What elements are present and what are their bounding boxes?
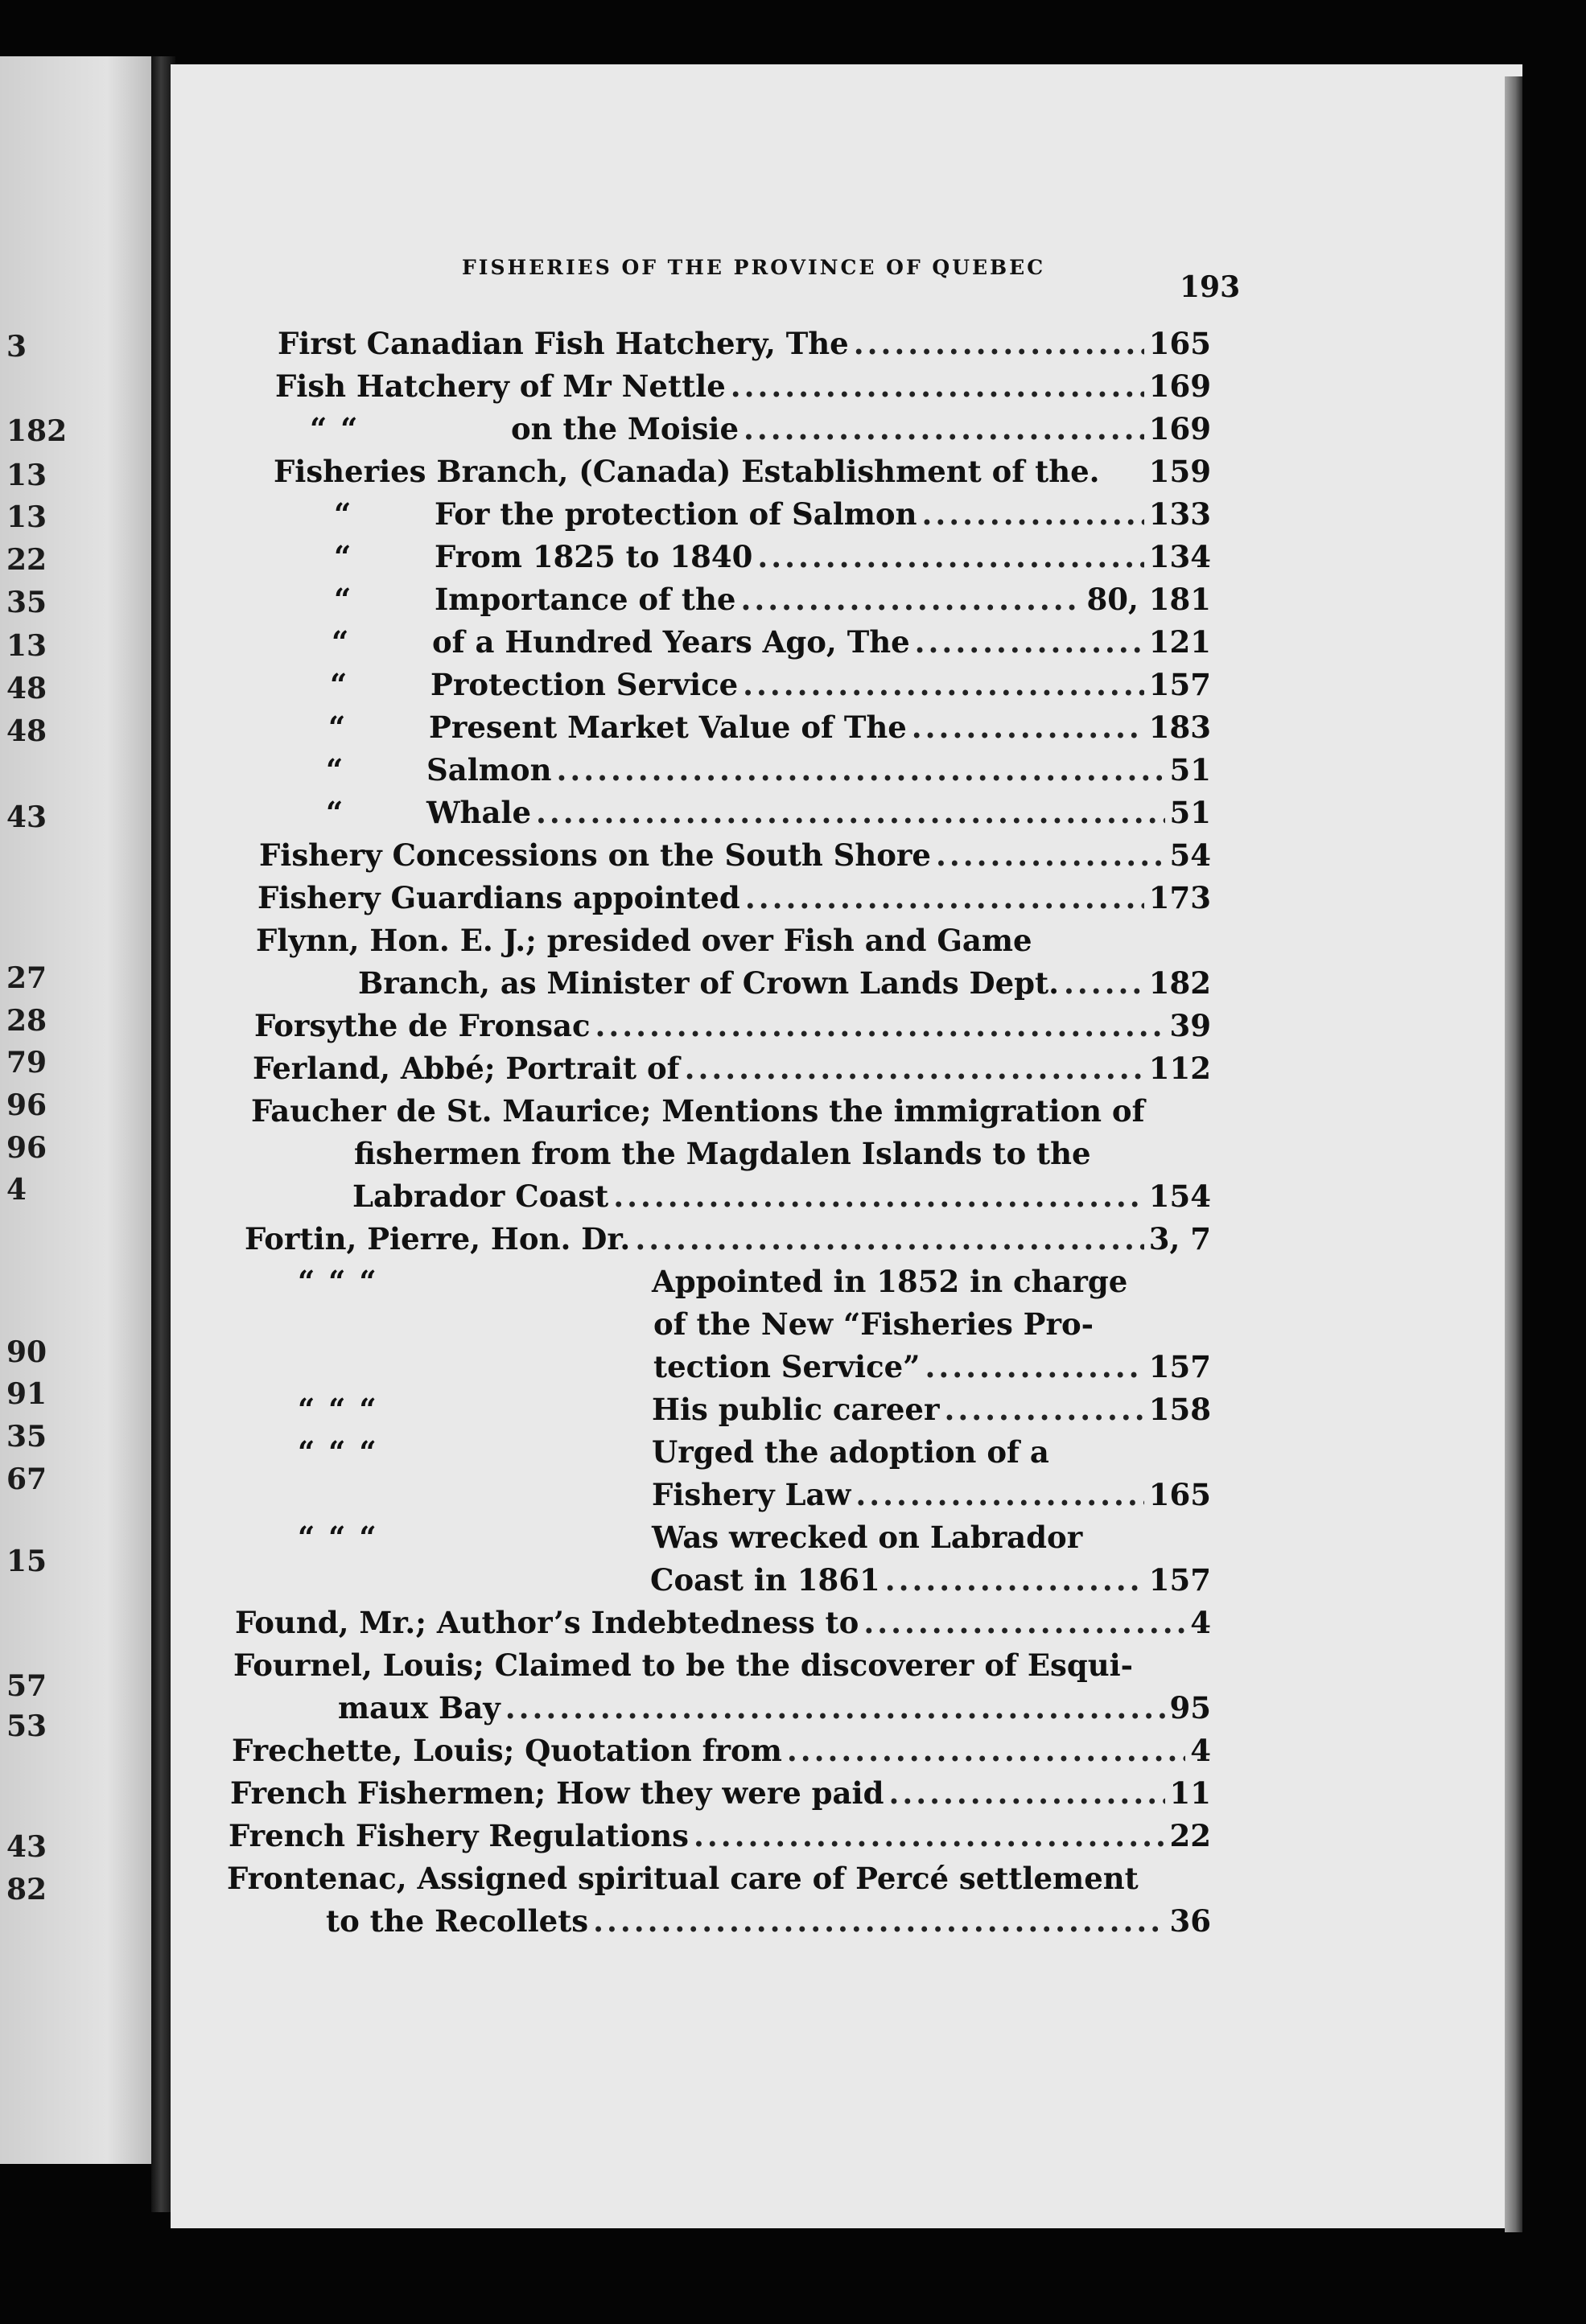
index-entry: “ From 1825 to 1840 ..... 134 — [334, 539, 1211, 574]
facing-page-number: 4 — [6, 1173, 27, 1207]
index-entry: Faucher de St. Maurice; Mentions the immigration of — [251, 1093, 1145, 1129]
index-entry: “ Protection Service ..... 157 — [330, 667, 1211, 702]
facing-page — [0, 56, 153, 2164]
facing-page-number: 13 — [6, 500, 47, 534]
facing-page-number: 43 — [6, 800, 47, 834]
index-entry: “ “ “ Was wrecked on Labrador — [298, 1520, 1083, 1555]
index-entry: “ Salmon ..... 51 — [326, 752, 1211, 788]
facing-page-number: 53 — [6, 1709, 47, 1743]
index-entry: “ Importance of the ..... 80, 181 — [334, 582, 1211, 617]
facing-page-number: 35 — [6, 586, 47, 619]
index-entry: “ “ on the Moisie ..... 169 — [310, 411, 1211, 446]
index-entry: Found, Mr.; Author’s Indebtedness to ..... 4 — [235, 1605, 1211, 1640]
facing-page-number: 182 — [6, 414, 68, 448]
facing-page-number: 91 — [6, 1377, 47, 1411]
index-entry-continuation: Fishery Law ..... 165 — [652, 1477, 1211, 1512]
index-entry: “ Whale ..... 51 — [326, 795, 1211, 830]
facing-page-number: 13 — [6, 629, 47, 663]
facing-page-number: 27 — [6, 961, 47, 995]
index-entry-continuation: Branch, as Minister of Crown Lands Dept. ..... 182 — [358, 965, 1211, 1001]
index-entry-continuation: of the New “Fisheries Pro- — [653, 1306, 1094, 1342]
index-entry-continuation: Labrador Coast ..... 154 — [352, 1178, 1211, 1214]
index-entry-continuation: tection Service” ..... 157 — [653, 1349, 1211, 1384]
index-entry: “ Present Market Value of The ..... 183 — [328, 710, 1211, 745]
index-entry: Fish Hatchery of Mr Nettle ..... 169 — [275, 368, 1211, 404]
page-number: 193 — [1180, 270, 1241, 304]
facing-page-number: 22 — [6, 543, 47, 577]
facing-page-number: 79 — [6, 1046, 47, 1080]
facing-page-number: 48 — [6, 672, 47, 705]
index-entry: “ of a Hundred Years Ago, The ..... 121 — [332, 624, 1211, 660]
index-entry: “ “ “ His public career ..... 158 — [298, 1392, 1211, 1427]
index-entry: Fournel, Louis; Claimed to be the discoverer of Esqui- — [233, 1647, 1134, 1683]
index-entry: Frechette, Louis; Quotation from ..... 4 — [232, 1733, 1211, 1768]
facing-page-number: 43 — [6, 1830, 47, 1864]
index-entry: “ “ “ Urged the adoption of a — [298, 1434, 1049, 1470]
facing-page-number: 3 — [6, 330, 27, 364]
index-entry: Ferland, Abbé; Portrait of ..... 112 — [253, 1051, 1211, 1086]
index-entry-continuation: to the Recollets ..... 36 — [326, 1903, 1211, 1939]
index-entry: Flynn, Hon. E. J.; presided over Fish and Game — [256, 923, 1032, 958]
facing-page-number: 48 — [6, 714, 47, 748]
facing-page-number: 90 — [6, 1335, 47, 1369]
index-entry: Fishery Guardians appointed ..... 173 — [257, 880, 1211, 915]
index-entry: “ “ “ Appointed in 1852 in charge — [298, 1264, 1128, 1299]
page-edge — [1505, 76, 1522, 2232]
index-entry-continuation: Coast in 1861 ..... 157 — [650, 1562, 1211, 1598]
index-entry: French Fishermen; How they were paid ..... 11 — [230, 1775, 1211, 1811]
facing-page-number: 82 — [6, 1873, 47, 1907]
facing-page-number: 57 — [6, 1669, 47, 1703]
facing-page-number: 15 — [6, 1545, 47, 1578]
index-entry: Frontenac, Assigned spiritual care of Percé settlement — [227, 1861, 1139, 1896]
index-entry: French Fishery Regulations ..... 22 — [229, 1818, 1211, 1853]
facing-page-number: 28 — [6, 1004, 47, 1038]
facing-page-number: 96 — [6, 1088, 47, 1122]
index-entry-continuation: fishermen from the Magdalen Islands to the — [354, 1136, 1091, 1171]
index-entry-continuation: maux Bay ..... 95 — [338, 1690, 1211, 1726]
running-title: FISHERIES OF THE PROVINCE OF QUEBEC — [462, 256, 1046, 279]
index-entry: Fishery Concessions on the South Shore ..... 54 — [259, 837, 1211, 873]
facing-page-number: 67 — [6, 1462, 47, 1496]
index-entry: Fisheries Branch, (Canada) Establishment of the. 159 — [274, 454, 1211, 489]
index-entry: Fortin, Pierre, Hon. Dr. ..... 3, 7 — [245, 1221, 1211, 1257]
facing-page-number: 96 — [6, 1131, 47, 1165]
index-entry: Forsythe de Fronsac ..... 39 — [254, 1008, 1211, 1043]
index-entry: “ For the protection of Salmon ..... 133 — [334, 496, 1211, 532]
index-entry: First Canadian Fish Hatchery, The ..... 165 — [278, 326, 1211, 361]
facing-page-number: 13 — [6, 459, 47, 492]
facing-page-number: 35 — [6, 1420, 47, 1454]
